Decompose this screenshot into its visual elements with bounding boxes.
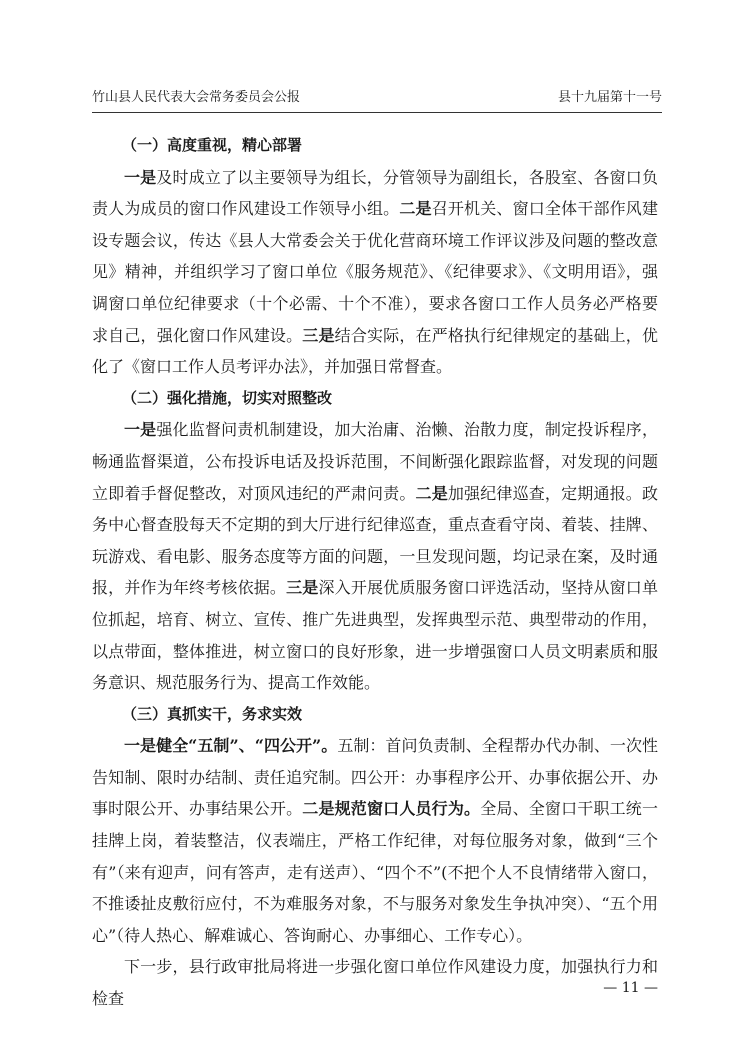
body-paragraph [92,162,658,383]
paragraph-text: 结合实际，在严格执行纪律规定的基础上，优化了《窗口工作人员考评办法》，并加强日常督查。 [92,325,658,377]
emphasis-text: 一是健全“五制”、“四公开”。 [124,736,338,756]
body-paragraph [92,414,658,698]
paragraph-text: 深入开展优质服务窗口评选活动，坚持从窗口单位抓起，培育、树立、宣传、推广先进典型，发挥典型示范、典型带动的作用，以点带面，整体推进，树立窗口的良好形象，进一步增强窗口人员文明素质和服务意识、规范服务行为、提高工作效能。 [92,578,658,693]
paragraph-text: 下一步，县行政审批局将进一步强化窗口单位作风建设力度，加强执行力和检查 [92,957,658,1009]
paragraph-text: 全局、全窗口干职工统一挂牌上岗，着装整洁，仪表端庄，严格工作纪律，对每位服务对象，做到“三个有”（来有迎声，问有答声，走有送声）、“四个不”(不把个人不良情绪带入窗口，不推诿扯皮敷衍应付，不为难服务对象，不与服务对象发生争执冲突）、“五个用心”（待人热心、解难诚心、答询耐心、办事细心、工作专心）。 [92,799,658,945]
body-paragraph [92,951,658,1014]
paragraph-text: 召开机关、窗口全体干部作风建设专题会议，传达《县人大常委会关于优化营商环境工作评议涉及问题的整改意见》精神，并组织学习了窗口单位《服务规范》、《纪律要求》、《文明用语》，强调窗口单位纪律要求（十个必需、十个不准），要求各窗口工作人员务必严格要求自己，强化窗口作风建设。 [92,199,658,345]
emphasis-text: 一是 [124,420,157,440]
paragraph-text: 及时成立了以主要领导为组长，分管领导为副组长，各股室、各窗口负责人为成员的窗口作风建设工作领导小组。 [92,167,658,219]
emphasis-text: 二是规范窗口人员行为。 [302,799,481,819]
emphasis-text: 三是 [286,578,319,598]
paragraph-text: 五制：首问负责制、全程帮办代办制、一次性告知制、限时办结制、责任追究制。四公开：办事程序公开、办事依据公开、办事时限公开、办事结果公开。 [92,736,658,819]
section-heading: （一）高度重视，精心部署 [122,136,303,154]
emphasis-text: 一是 [124,167,157,187]
page-header [92,88,662,113]
document-body [92,130,658,1015]
header-publication-title: 竹山县人民代表大会常务委员会公报 [92,90,301,105]
header-issue-number: 县十九届第十一号 [557,90,662,105]
paragraph-text: 加强纪律巡查，定期通报。政务中心督查股每天不定期的到大厅进行纪律巡查，重点查看守岗、着装、挂牌、玩游戏、看电影、服务态度等方面的问题，一旦发现问题，均记录在案，及时通报，并作为年终考核依据。 [92,483,658,598]
emphasis-text: 二是 [399,199,432,219]
section-heading: （三）真抓实干，务求实效 [122,704,303,723]
page-number: — 11 — [603,980,658,996]
body-paragraph [92,730,658,951]
section-heading: （二）强化措施，切实对照整改 [122,388,333,407]
emphasis-text: 二是 [415,483,448,503]
emphasis-text: 三是 [302,325,335,345]
paragraph-text: 强化监督问责机制建设，加大治庸、治懒、治散力度，制定投诉程序，畅通监督渠道，公布投诉电话及投诉范围，不间断强化跟踪监督，对发现的问题立即着手督促整改，对顶风违纪的严肃问责。 [92,420,658,503]
